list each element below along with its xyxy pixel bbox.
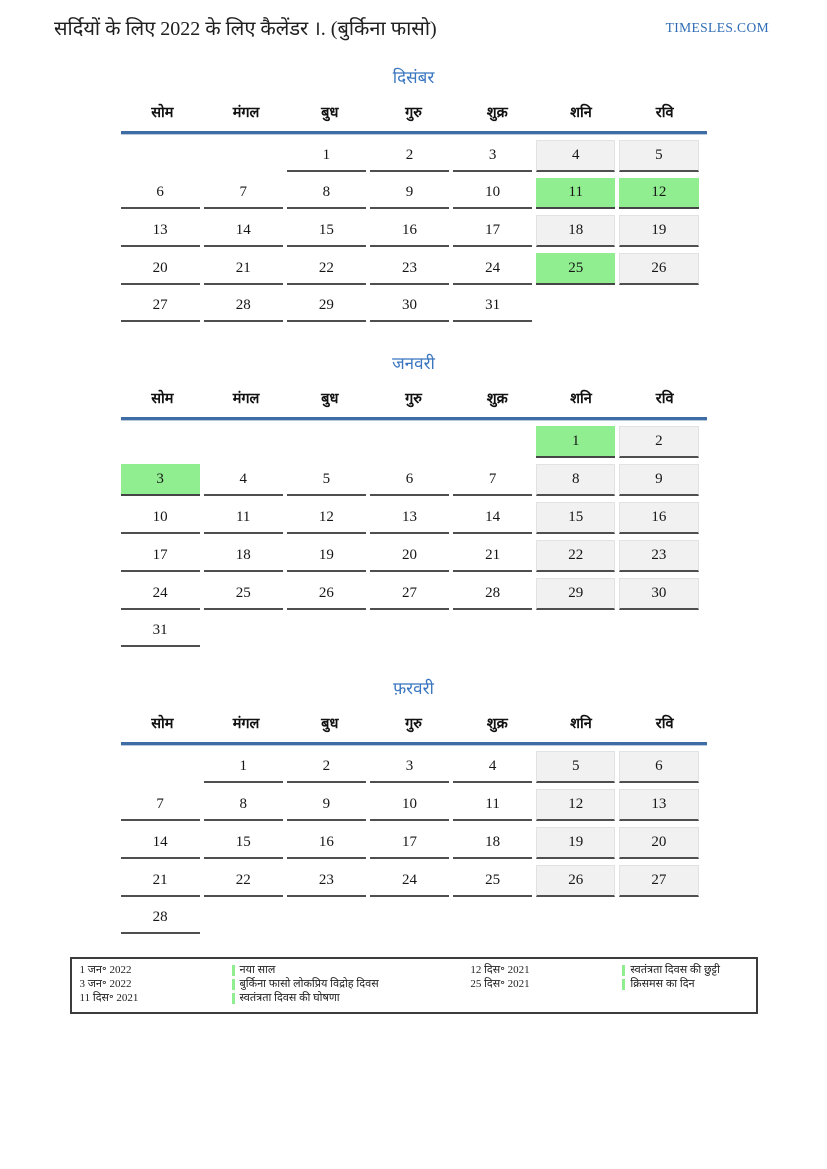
- day-cell: 17: [453, 215, 532, 247]
- day-cell: 22: [287, 253, 366, 285]
- day-cell: 24: [453, 253, 532, 285]
- weekday-header-row: [121, 388, 707, 420]
- calendar-week-row: [121, 140, 699, 172]
- weekday-header-row: [121, 713, 707, 745]
- weekend-day-cell: 16: [619, 502, 698, 534]
- empty-cell: [121, 426, 200, 458]
- day-cell: 13: [370, 502, 449, 534]
- empty-cell: [287, 903, 366, 934]
- day-cell: 17: [370, 827, 449, 859]
- day-cell: 11: [453, 789, 532, 821]
- empty-cell: [204, 616, 283, 647]
- holiday-day-cell: 3: [121, 464, 200, 496]
- weekday-header: सोम: [151, 716, 174, 732]
- weekend-day-cell: 6: [619, 751, 698, 783]
- empty-cell: [536, 291, 615, 322]
- day-cell: 1: [287, 140, 366, 172]
- weekday-header: बुध: [321, 105, 339, 121]
- calendar-week-row: [121, 426, 699, 458]
- day-cell: 25: [453, 865, 532, 897]
- weekday-header: शनि: [570, 716, 592, 732]
- weekend-day-cell: 22: [536, 540, 615, 572]
- page-header: [0, 0, 827, 42]
- weekend-day-cell: 9: [619, 464, 698, 496]
- weekend-day-cell: 23: [619, 540, 698, 572]
- legend-date: 12 दिस॰ 2021: [470, 964, 530, 976]
- weekend-day-cell: 12: [536, 789, 615, 821]
- day-cell: 3: [453, 140, 532, 172]
- day-cell: 7: [204, 178, 283, 209]
- weekday-header: शुक्र: [486, 391, 508, 407]
- holiday-day-cell: 11: [536, 178, 615, 209]
- day-cell: 28: [121, 903, 200, 934]
- day-cell: 26: [287, 578, 366, 610]
- legend-entry-label: नया साल: [232, 964, 471, 977]
- weekday-header: रवि: [655, 105, 674, 121]
- day-cell: 4: [204, 464, 283, 496]
- day-cell: 27: [121, 291, 200, 322]
- day-cell: 3: [370, 751, 449, 783]
- holiday-swatch-icon: [622, 979, 625, 990]
- day-cell: 10: [370, 789, 449, 821]
- day-cell: 21: [453, 540, 532, 572]
- day-cell: 22: [204, 865, 283, 897]
- weekend-day-cell: 19: [619, 215, 698, 247]
- empty-cell: [619, 291, 698, 322]
- day-cell: 25: [204, 578, 283, 610]
- day-cell: 21: [121, 865, 200, 897]
- empty-cell: [536, 903, 615, 934]
- day-cell: 11: [204, 502, 283, 534]
- calendar-week-row: [121, 751, 699, 783]
- day-cell: 15: [204, 827, 283, 859]
- weekday-header: गुरु: [405, 391, 422, 407]
- weekend-day-cell: 5: [619, 140, 698, 172]
- calendar-table: [117, 420, 703, 653]
- weekend-day-cell: 13: [619, 789, 698, 821]
- day-cell: 28: [204, 291, 283, 322]
- weekday-header: सोम: [151, 105, 174, 121]
- calendar-week-row: [121, 865, 699, 897]
- day-cell: 18: [204, 540, 283, 572]
- weekday-header: गुरु: [405, 716, 422, 732]
- legend-column: [470, 964, 747, 1005]
- weekday-header: मंगल: [232, 716, 260, 732]
- empty-cell: [370, 616, 449, 647]
- calendar-week-row: [121, 253, 699, 285]
- day-cell: 7: [453, 464, 532, 496]
- weekend-day-cell: 2: [619, 426, 698, 458]
- day-cell: 2: [287, 751, 366, 783]
- weekday-header: बुध: [321, 716, 339, 732]
- weekday-header: मंगल: [232, 105, 260, 121]
- day-cell: 31: [121, 616, 200, 647]
- legend-date: 1 जन॰ 2022: [79, 964, 132, 976]
- legend-entry-label: बुर्किना फासो लोकप्रिय विद्रोह दिवस: [232, 978, 471, 991]
- calendar-week-row: [121, 616, 699, 647]
- day-cell: 19: [287, 540, 366, 572]
- day-cell: 16: [287, 827, 366, 859]
- legend-entry-label: स्वतंत्रता दिवस की घोषणा: [232, 992, 471, 1005]
- calendar-week-row: [121, 464, 699, 496]
- day-cell: 14: [204, 215, 283, 247]
- weekday-header: गुरु: [405, 105, 422, 121]
- holiday-swatch-icon: [232, 965, 235, 976]
- calendar-table: [117, 745, 703, 940]
- weekend-day-cell: 27: [619, 865, 698, 897]
- day-cell: 18: [453, 827, 532, 859]
- day-cell: 20: [370, 540, 449, 572]
- legend-box: [70, 957, 758, 1014]
- empty-cell: [619, 903, 698, 934]
- weekend-day-cell: 5: [536, 751, 615, 783]
- day-cell: 14: [453, 502, 532, 534]
- weekday-header: रवि: [655, 716, 674, 732]
- holiday-swatch-icon: [622, 965, 625, 976]
- day-cell: 24: [121, 578, 200, 610]
- weekday-header: बुध: [321, 391, 339, 407]
- day-cell: 8: [287, 178, 366, 209]
- day-cell: 17: [121, 540, 200, 572]
- day-cell: 13: [121, 215, 200, 247]
- legend-date: 25 दिस॰ 2021: [470, 978, 530, 990]
- empty-cell: [453, 426, 532, 458]
- holiday-swatch-icon: [232, 979, 235, 990]
- empty-cell: [287, 426, 366, 458]
- day-cell: 9: [370, 178, 449, 209]
- day-cell: 6: [370, 464, 449, 496]
- holiday-day-cell: 25: [536, 253, 615, 285]
- empty-cell: [536, 616, 615, 647]
- empty-cell: [370, 903, 449, 934]
- calendar-table: [117, 134, 703, 328]
- empty-cell: [619, 616, 698, 647]
- day-cell: 28: [453, 578, 532, 610]
- calendar-week-row: [121, 178, 699, 209]
- weekend-day-cell: 15: [536, 502, 615, 534]
- day-cell: 4: [453, 751, 532, 783]
- weekday-header: शनि: [570, 391, 592, 407]
- month-title: दिसंबर: [392, 68, 435, 87]
- weekday-header: शुक्र: [486, 105, 508, 121]
- calendar-week-row: [121, 789, 699, 821]
- weekend-day-cell: 8: [536, 464, 615, 496]
- day-cell: 2: [370, 140, 449, 172]
- day-cell: 12: [287, 502, 366, 534]
- weekend-day-cell: 26: [619, 253, 698, 285]
- month-title: फ़रवरी: [393, 679, 434, 698]
- month-section: [121, 353, 707, 653]
- day-cell: 7: [121, 789, 200, 821]
- calendar-root: [121, 67, 707, 940]
- calendar-week-row: [121, 502, 699, 534]
- calendar-week-row: [121, 540, 699, 572]
- empty-cell: [121, 751, 200, 783]
- weekday-header: शनि: [570, 105, 592, 121]
- weekend-day-cell: 4: [536, 140, 615, 172]
- day-cell: 8: [204, 789, 283, 821]
- weekend-day-cell: 19: [536, 827, 615, 859]
- weekday-header: सोम: [151, 391, 174, 407]
- calendar-week-row: [121, 291, 699, 322]
- month-title: जनवरी: [392, 354, 435, 373]
- legend-column: [80, 964, 471, 1005]
- empty-cell: [453, 616, 532, 647]
- empty-cell: [370, 426, 449, 458]
- weekday-header: रवि: [655, 391, 674, 407]
- day-cell: 23: [370, 253, 449, 285]
- empty-cell: [204, 426, 283, 458]
- day-cell: 10: [121, 502, 200, 534]
- legend-entry-label: क्रिसमस का दिन: [622, 978, 747, 991]
- weekday-header-row: [121, 102, 707, 134]
- month-section: [121, 678, 707, 940]
- page-title: सर्दियों के लिए 2022 के लिए कैलेंडर ।. (बुर्किना फासो): [54, 18, 437, 40]
- empty-cell: [453, 903, 532, 934]
- day-cell: 9: [287, 789, 366, 821]
- month-section: [121, 67, 707, 328]
- weekday-header: मंगल: [232, 391, 260, 407]
- weekday-header: शुक्र: [486, 716, 508, 732]
- day-cell: 10: [453, 178, 532, 209]
- day-cell: 30: [370, 291, 449, 322]
- day-cell: 31: [453, 291, 532, 322]
- legend-date: 11 दिस॰ 2021: [79, 992, 139, 1004]
- day-cell: 1: [204, 751, 283, 783]
- day-cell: 29: [287, 291, 366, 322]
- day-cell: 23: [287, 865, 366, 897]
- day-cell: 16: [370, 215, 449, 247]
- day-cell: 14: [121, 827, 200, 859]
- brand-link[interactable]: TIMESLES.COM: [665, 20, 769, 35]
- holiday-day-cell: 1: [536, 426, 615, 458]
- day-cell: 6: [121, 178, 200, 209]
- day-cell: 24: [370, 865, 449, 897]
- empty-cell: [287, 616, 366, 647]
- holiday-swatch-icon: [232, 993, 235, 1004]
- day-cell: 20: [121, 253, 200, 285]
- weekend-day-cell: 30: [619, 578, 698, 610]
- calendar-week-row: [121, 578, 699, 610]
- empty-cell: [121, 140, 200, 172]
- weekend-day-cell: 26: [536, 865, 615, 897]
- day-cell: 21: [204, 253, 283, 285]
- day-cell: 27: [370, 578, 449, 610]
- day-cell: 5: [287, 464, 366, 496]
- day-cell: 15: [287, 215, 366, 247]
- empty-cell: [204, 140, 283, 172]
- weekend-day-cell: 29: [536, 578, 615, 610]
- calendar-week-row: [121, 903, 699, 934]
- weekend-day-cell: 20: [619, 827, 698, 859]
- holiday-day-cell: 12: [619, 178, 698, 209]
- legend-entry-label: स्वतंत्रता दिवस की छुट्टी: [622, 964, 747, 977]
- calendar-week-row: [121, 215, 699, 247]
- calendar-week-row: [121, 827, 699, 859]
- empty-cell: [204, 903, 283, 934]
- legend-date: 3 जन॰ 2022: [79, 978, 132, 990]
- weekend-day-cell: 18: [536, 215, 615, 247]
